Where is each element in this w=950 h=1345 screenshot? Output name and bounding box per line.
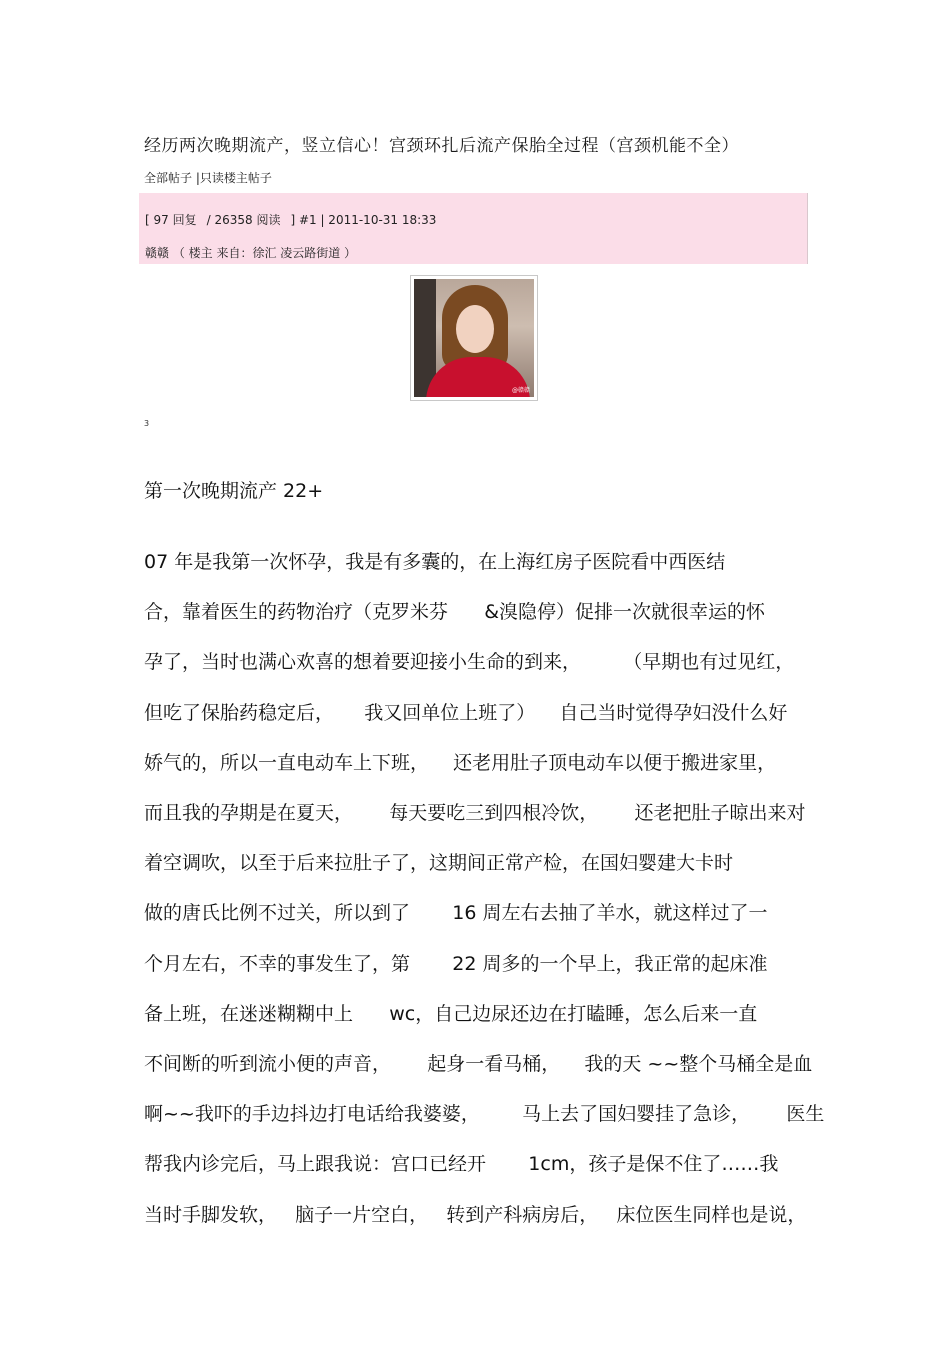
paragraph-line: 07 年是我第一次怀孕，我是有多囊的，在上海红房子医院看中西医结 xyxy=(144,551,726,573)
post-title: 经历两次晚期流产，竖立信心！宫颈环扎后流产保胎全过程（宫颈机能不全） xyxy=(144,136,739,156)
avatar-photo xyxy=(414,279,534,397)
read-count: / 26358 阅读 xyxy=(206,213,281,227)
paragraph-line: 娇气的，所以一直电动车上下班， 还老用肚子顶电动车以便于搬进家里， xyxy=(144,751,777,774)
paragraph-line: 做的唐氏比例不过关，所以到了 16 周左右去抽了羊水，就这样过了一 xyxy=(144,902,768,925)
paragraph-line: 备上班，在迷迷糊糊中上 wc，自己边尿还边在打瞌睡，怎么后来一直 xyxy=(144,1002,758,1025)
all-posts-link[interactable]: 全部帖子 xyxy=(144,171,193,185)
post-meta-box xyxy=(139,193,808,264)
section-title: 第一次晚期流产 22+ xyxy=(144,480,324,502)
avatar-watermark: @赣赣 xyxy=(511,387,530,394)
paragraph-line: 着空调吹，以至于后来拉肚子了，这期间正常产检，在国妇婴建大卡时 xyxy=(144,852,734,875)
author-avatar[interactable] xyxy=(410,275,538,401)
paragraph-line: 而且我的孕期是在夏天， 每天要吃三到四根冷饮， 还老把肚子晾出来对 xyxy=(144,802,806,824)
floor-date: ] #1 | 2011-10-31 18:33 xyxy=(290,213,437,227)
reply-count: [ 97 回复 xyxy=(145,213,197,227)
owner-only-link[interactable]: 只读楼主帖子 xyxy=(199,171,272,185)
paragraph-line: 不间断的听到流小便的声音， 起身一看马桶， 我的天 ~~整个马桶全是血 xyxy=(144,1053,813,1075)
paragraph-line: 个月左右，不幸的事发生了，第 22 周多的一个早上，我正常的起床准 xyxy=(144,952,768,975)
link-separator: | xyxy=(192,171,200,185)
post-filter-links xyxy=(144,169,272,186)
paragraph-line: 当时手脚发软， 脑子一片空白， 转到产科病房后， 床位医生同样也是说， xyxy=(144,1203,807,1226)
paragraph-line: 啊~~我吓的手边抖边打电话给我婆婆， 马上去了国妇婴挂了急诊， 医生 xyxy=(144,1103,825,1126)
paragraph-line: 孕了，当时也满心欢喜的想着要迎接小生命的到来， （早期也有过见红， xyxy=(144,651,795,674)
post-stats-line xyxy=(145,211,436,228)
paragraph-line: 但吃了保胎药稳定后， 我又回单位上班了） 自己当时觉得孕妇没什么好 xyxy=(144,701,788,724)
paragraph-line: 帮我内诊完后，马上跟我说：宫口已经开 1cm，孩子是保不住了……我 xyxy=(144,1153,779,1176)
author-line: 赣赣 （ 楼主 来自：徐汇 凌云路街道 ） xyxy=(145,246,357,260)
paragraph-line: 合，靠着医生的药物治疗（克罗米芬 &溴隐停）促排一次就很幸运的怀 xyxy=(144,601,766,624)
small-number: 3 xyxy=(144,419,150,428)
